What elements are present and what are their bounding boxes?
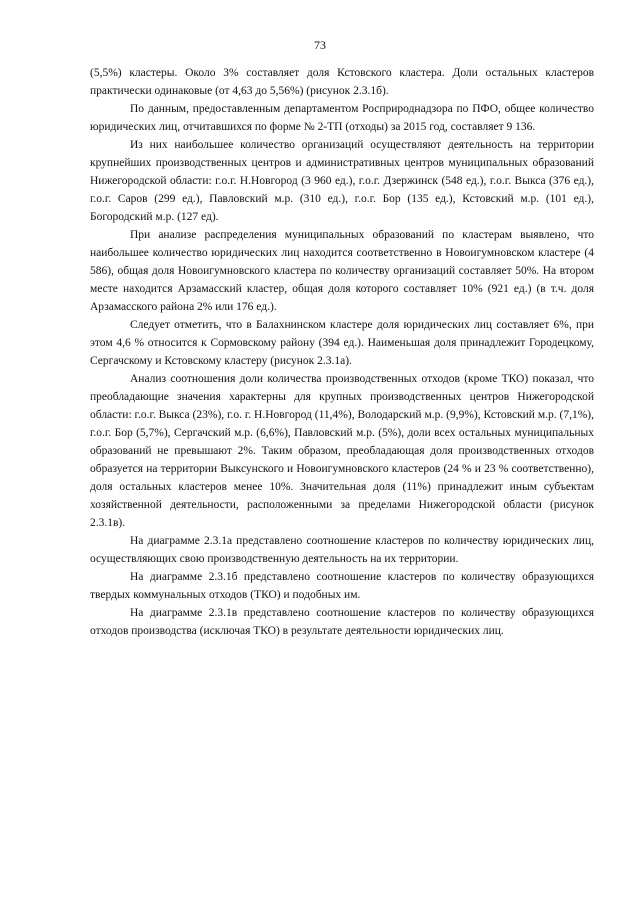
paragraph-continuation: (5,5%) кластеры. Около 3% составляет доля Кстовского кластера. Доли остальных кластеров практически одинаковые (от 4,63 до 5,56%) (рисунок 2.3.1б).: [90, 67, 594, 97]
paragraph-diagram-2-3-1b: На диаграмме 2.3.1б представлено соотношение кластеров по количеству образующихся твердых коммунальных отходов (ТКО) и подобных им.: [90, 571, 594, 601]
paragraph-diagram-2-3-1v: На диаграмме 2.3.1в представлено соотношение кластеров по количеству образующихся отходов производства (исключая ТКО) в результате деятельности юридических лиц.: [90, 607, 594, 637]
paragraph-industrial-waste-analysis: Анализ соотношения доли количества производственных отходов (кроме ТКО) показал, что преобладающие значения характерны для крупных производственных центров Нижегородской области: г.о.г. Выкса (23%), г.о. г. Н.Новгород (11,4%), Володарский м.р. (9,9%), Кстовский м.р. (7,1%), г.о.г. Бор (5,7%), Сергачский м.р. (6,6%), Павловский м.р. (5%), доли всех остальных муниципальных образований не превышают 2%. Таким образом, преобладающая доля производственных отходов образуется на территории Выксунского и Новоигумновского кластеров (24 % и 23 % соответственно), доля остальных кластеров менее 10%. Значительная доля (11%) принадлежит иным субъектам хозяйственной деятельности, расположенными за пределами Нижегородской области (рисунок 2.3.1в).: [90, 373, 594, 529]
paragraph-legal-entities-count: По данным, предоставленным департаментом Росприроднадзора по ПФО, общее количество юридических лиц, отчитавшихся по форме № 2-ТП (отходы) за 2015 год, составляет 9 136.: [90, 103, 594, 133]
document-body: [90, 64, 594, 640]
paragraph-balakhna-cluster: Следует отметить, что в Балахнинском кластере доля юридических лиц составляет 6%, при этом 4,6 % относится к Сормовскому району (394 ед.). Наименьшая доля принадлежит Городецкому, Сергачскому и Кстовскому кластеру (рисунок 2.3.1а).: [90, 319, 594, 367]
paragraph-diagram-2-3-1a: На диаграмме 2.3.1а представлено соотношение кластеров по количеству юридических лиц, осуществляющих свою производственную деятельность на их территории.: [90, 535, 594, 565]
paragraph-organizations-by-center: Из них наибольшее количество организаций осуществляют деятельность на территории крупнейших производственных центров и административных центров муниципальных образований Нижегородской области: г.о.г. Н.Новгород (3 960 ед.), г.о.г. Дзержинск (548 ед.), г.о.г. Выкса (376 ед.), г.о.г. Саров (299 ед.), Павловский м.р. (310 ед.), г.о.г. Бор (135 ед.), Кстовский м.р. (101 ед.), Богородский м.р. (127 ед).: [90, 139, 594, 223]
page-number: 73: [314, 38, 326, 52]
paragraph-cluster-distribution: При анализе распределения муниципальных образований по кластерам выявлено, что наибольшее количество юридических лиц находится соответственно в Новоигумновском кластере (4 586), общая доля Новоигумновского кластера по количеству организаций составляет 50%. На втором месте находится Арзамасский кластер, общая доля которого составляет 10% (921 ед.) (в т.ч. доля Арзамасского района 2% или 176 ед.).: [90, 229, 594, 313]
